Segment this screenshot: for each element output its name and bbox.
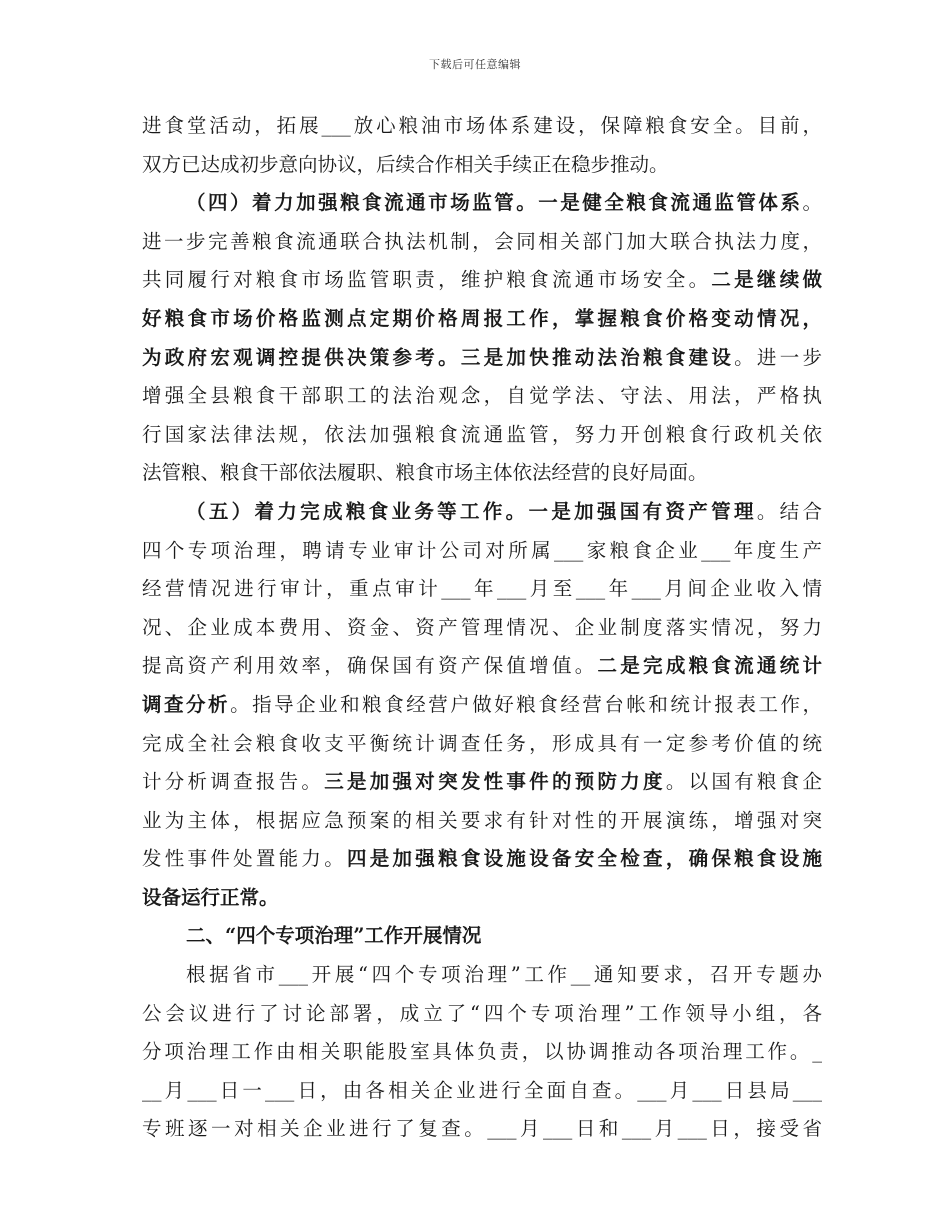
bold-text-segment: 好粮食市场价格监测点定期价格周报工作，掌握粮食价格变动情况，	[142, 306, 822, 330]
text-segment: 增强全县粮食干部职工的法治观念，自觉学法、守法、用法，严格执	[142, 384, 822, 408]
text-segment: 提高资产利用效率，确保国有资产保值增值。	[142, 654, 598, 678]
text-line	[142, 956, 822, 995]
text-segment: 。进一步	[734, 345, 822, 369]
text-line	[142, 532, 822, 571]
document-body	[142, 107, 822, 1149]
bold-text-segment: 三是加强对突发性事件的预防力度	[324, 770, 666, 794]
text-segment: 。	[802, 191, 822, 215]
text-segment: 四个专项治理，聘请专业审计公司对所属___家粮食企业___年度生产	[142, 538, 822, 562]
text-line	[142, 300, 822, 339]
text-segment: 专班逐一对相关企业进行了复查。___月___日和___月___日，接受省	[142, 1117, 822, 1141]
text-line	[142, 1033, 822, 1072]
bold-text-segment: 四是加强粮食设施设备安全检查，确保粮食设施	[346, 847, 822, 871]
text-segment: 况、企业成本费用、资金、资产管理情况、企业制度落实情况，努力	[142, 615, 822, 639]
text-segment: 计分析调查报告。	[142, 770, 325, 794]
text-line	[142, 146, 822, 185]
text-line	[142, 416, 822, 455]
bold-text-segment: 二是继续做	[711, 268, 822, 292]
bold-text-segment: 二是完成粮食流通统计	[597, 654, 822, 678]
bold-text-segment: （五）着力完成粮食业务等工作。一是加强国有资产管理	[186, 499, 757, 523]
text-line	[142, 647, 822, 686]
text-segment: 行国家法律法规，依法加强粮食流通监管，努力开创粮食行政机关依	[142, 422, 822, 446]
text-segment: 双方已达成初步意向协议，后续合作相关手续正在稳步推动。	[142, 152, 669, 176]
text-segment: 进一步完善粮食流通联合执法机制，会同相关部门加大联合执法力度，	[142, 229, 822, 253]
text-line	[142, 223, 822, 262]
text-line	[142, 995, 822, 1034]
bold-text-segment: 为政府宏观调控提供决策参考。三是加快推动法治粮食建设	[142, 345, 735, 369]
text-segment: 根据省市___开展“四个专项治理”工作__通知要求，召开专题办	[186, 963, 822, 987]
text-line	[142, 879, 822, 918]
bold-text-segment: 设备运行正常。	[142, 885, 279, 909]
text-line	[142, 917, 822, 956]
text-line	[142, 570, 822, 609]
text-segment: __月___日一___日，由各相关企业进行全面自查。___月___日县局___	[142, 1078, 822, 1102]
text-line	[142, 802, 822, 841]
text-line	[142, 107, 822, 146]
text-segment: 进食堂活动，拓展___放心粮油市场体系建设，保障粮食安全。目前，	[142, 114, 822, 137]
text-line	[142, 377, 822, 416]
text-line	[142, 725, 822, 764]
text-segment: 法管粮、粮食干部依法履职、粮食市场主体依法经营的良好局面。	[142, 461, 708, 485]
text-line	[142, 493, 822, 532]
text-segment: 完成全社会粮食收支平衡统计调查任务，形成具有一定参考价值的统	[142, 731, 822, 755]
text-line	[142, 1110, 822, 1149]
text-line	[142, 763, 822, 802]
text-line	[142, 184, 822, 223]
text-segment: 。指导企业和粮食经营户做好粮食经营台帐和统计报表工作，	[230, 692, 822, 716]
text-segment: 。以国有粮食企	[665, 770, 822, 794]
text-line	[142, 840, 822, 879]
text-line	[142, 454, 822, 493]
text-segment: 共同履行对粮食市场监管职责，维护粮食流通市场安全。	[142, 268, 712, 292]
text-segment: 。结合	[756, 499, 822, 523]
page-header: 下载后可任意编辑	[429, 58, 521, 71]
bold-text-segment: （四）着力加强粮食流通市场监管。一是健全粮食流通监管体系	[186, 191, 803, 215]
text-line	[142, 339, 822, 378]
text-segment: 发性事件处置能力。	[142, 847, 347, 871]
text-line	[142, 1072, 822, 1111]
text-segment: 经营情况进行审计，重点审计___年___月至___年___月间企业收入情	[142, 577, 822, 601]
text-segment: 业为主体，根据应急预案的相关要求有针对性的开展演练，增强对突	[142, 808, 822, 832]
text-line	[142, 686, 822, 725]
text-line	[142, 261, 822, 300]
text-segment: 公会议进行了讨论部署，成立了“四个专项治理”工作领导小组，各	[142, 1001, 822, 1025]
text-line	[142, 609, 822, 648]
text-segment: 分项治理工作由相关职能股室具体负责，以协调推动各项治理工作。_	[142, 1040, 822, 1064]
bold-text-segment: 二、“四个专项治理”工作开展情况	[186, 924, 482, 948]
bold-text-segment: 调查分析	[142, 692, 231, 716]
